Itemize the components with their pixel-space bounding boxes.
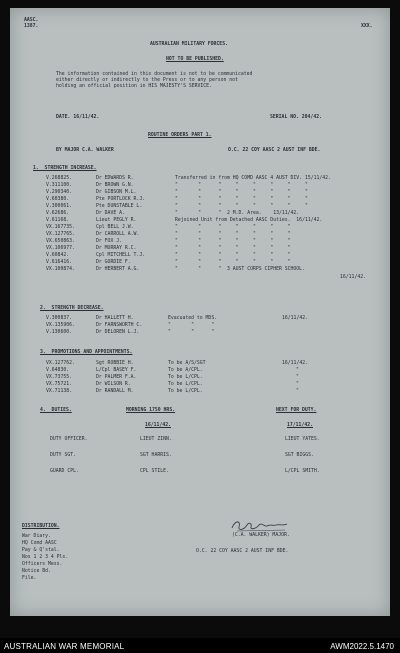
service-number: VX.127765. [46, 232, 75, 237]
document-page [10, 8, 390, 616]
service-number: V.300061. [46, 204, 72, 209]
soldier-name: Dr HALLETT H. [96, 316, 134, 321]
entry-note: Rejoined Unit from Detached AASC Duties. 16/11/42. [175, 218, 323, 223]
distribution-item: Nos 1 2 3 4 Pls. [22, 555, 69, 560]
service-number: VX.135906. [46, 323, 75, 328]
entry-date: 16/11/42. [282, 316, 308, 321]
distribution-item: Pay & Q'stal. [22, 548, 60, 553]
entry-note: " " " [168, 330, 215, 335]
duty-date: 16/11/42. [145, 423, 171, 428]
soldier-name: Cpl BELL J.W. [96, 225, 134, 230]
entry-date: " [296, 368, 299, 373]
entry-date: 16/11/42. [282, 361, 308, 366]
reference-right: XXX. [361, 24, 373, 29]
reference-left: AASC. 1387. [24, 18, 39, 29]
next-duty-assignee: L/CPL SMITH. [285, 469, 320, 474]
section-heading: 3. PROMOTIONS AND APPOINTMENTS. [40, 350, 133, 355]
entry-note: " " " " " " " [175, 239, 291, 244]
soldier-name: Dr WILSON R. [96, 382, 131, 387]
entry-note: To be L/CPL. [168, 375, 203, 380]
oc-line: O.C. 22 COY AASC 2 AUST INF BDE. [228, 148, 321, 153]
service-number: VX.100874. [46, 267, 75, 272]
service-number: VX.75721. [46, 382, 72, 387]
service-number: V.300837. [46, 316, 72, 321]
distribution-item: HQ Comd AASC [22, 541, 57, 546]
distribution-heading: DISTRIBUTION. [22, 524, 60, 529]
soldier-name: Pte DUNSTABLE L. [96, 204, 143, 209]
soldier-name: Dr GORDIE F. [96, 260, 131, 265]
service-number: V.60380. [46, 197, 70, 202]
section-heading: 2. STRENGTH DECREASE. [40, 306, 104, 311]
entry-note: Transferred in from HQ COMD AASC 4 AUST DIV. 15/11/42. [175, 176, 331, 181]
service-number: V.311100. [46, 183, 72, 188]
duty-column-head: MORNING 1750 HRS. [126, 408, 176, 413]
entry-note: To be A/S/SGT [168, 361, 206, 366]
service-number: V.61168. [46, 218, 70, 223]
service-number: V.64830. [46, 368, 70, 373]
entry-note: " " " " " " " [175, 260, 291, 265]
duty-role: GUARD CPL. [50, 469, 79, 474]
notice-text: The information contained in this document is not to be communicated either directly or indirectly to the Press or to any person not holding an official position in HIS MAJESTY'S SERVICE. [56, 72, 253, 89]
next-duty-date: 17/11/42. [287, 423, 313, 428]
soldier-name: Dr MURRAY R.C. [96, 246, 137, 251]
soldier-name: Pte PORTLOCK R.J. [96, 197, 146, 202]
signature-title: O.C. 22 COY AASC 2 AUST INF BDE. [196, 549, 289, 554]
orders-title: ROUTINE ORDERS PART 1. [148, 133, 212, 138]
document-subtitle: NOT TO BE PUBLISHED. [166, 57, 224, 62]
soldier-name: Cpl MITCHELL T.J. [96, 253, 146, 258]
service-number: VX.71138. [46, 389, 72, 394]
duty-role: DUTY SGT. [50, 453, 76, 458]
by-line: BY MAJOR C.A. WALKER [56, 148, 114, 153]
next-duty-column-head: NEXT FOR DUTY. [276, 408, 317, 413]
entry-note: " " " " " " " " [175, 190, 308, 195]
soldier-name: Dr CARROLL A.W. [96, 232, 140, 237]
entry-note: " " " " " " " [175, 225, 291, 230]
entry-note: " " " " " " " " [175, 183, 308, 188]
service-number: V.268825. [46, 176, 72, 181]
soldier-name: Lieut PEGLY R. [96, 218, 137, 223]
service-number: V.60842. [46, 253, 70, 258]
entry-date: " [296, 389, 299, 394]
service-number: V.616416. [46, 260, 72, 265]
section-heading: 1. STRENGTH INCREASE. [33, 166, 97, 171]
entry-note: " " " [168, 323, 215, 328]
entry-date: " [296, 375, 299, 380]
entry-note: " " " " " " " [175, 232, 291, 237]
soldier-name: Dr HERBERT A.G. [96, 267, 140, 272]
distribution-item: War Diary. [22, 534, 51, 539]
soldier-name: Dr RANDALL M. [96, 389, 134, 394]
entry-note: " " " " " " " " [175, 197, 308, 202]
entry-note: " " " " " " " [175, 246, 291, 251]
soldier-name: Dr FARNSWORTH C. [96, 323, 143, 328]
entry-note: To be L/CPL. [168, 382, 203, 387]
signature-mark [229, 518, 291, 534]
document-title: AUSTRALIAN MILITARY FORCES. [150, 42, 228, 47]
accession-number: AWM2022.5.1470 [330, 642, 394, 651]
service-number: V.62686. [46, 211, 70, 216]
entry-note: To be A/CPL. [168, 368, 203, 373]
entry-note: " " " " " " " " [175, 204, 308, 209]
soldier-name: Dr DELOREN L.J. [96, 330, 140, 335]
next-duty-assignee: SGT BIGGS. [285, 453, 314, 458]
service-number: VX.167735. [46, 225, 75, 230]
distribution-item: Notice Bd. [22, 569, 51, 574]
distribution-item: File. [22, 576, 37, 581]
document-date: DATE. 16/11/42. [56, 115, 100, 120]
serial-number: SERIAL NO. 204/42. [270, 115, 322, 120]
duty-role: DUTY OFFICER. [50, 437, 88, 442]
duty-assignee: LIEUT ZINN. [140, 437, 172, 442]
entry-note: " " " 2 M.D. Area. 13/11/42. [175, 211, 300, 216]
entry-note: To be L/CPL. [168, 389, 203, 394]
distribution-item: Officers Mess. [22, 562, 63, 567]
service-number: VX.127762. [46, 361, 75, 366]
next-duty-assignee: LIEUT YATES. [285, 437, 320, 442]
soldier-name: Dr GIBSON M.L. [96, 190, 137, 195]
section-heading: 4. DUTIES. [40, 408, 72, 413]
soldier-name: Dr EDWARDS R. [96, 176, 134, 181]
soldier-name: Sgt ROBBIE H. [96, 361, 134, 366]
soldier-name: Dr BROWN G.N. [96, 183, 134, 188]
soldier-name: L/Cpl BASEY F. [96, 368, 137, 373]
signature-name: (C.A. WALKER) MAJOR. [232, 533, 290, 538]
soldier-name: Dr PALMER F.A. [96, 375, 137, 380]
entry-date: 16/11/42. [340, 275, 366, 280]
entry-note: " " " " " " " [175, 253, 291, 258]
entry-date: " [296, 382, 299, 387]
duty-assignee: SGT HARRIS. [140, 453, 172, 458]
soldier-name: Dr FOX J. [96, 239, 122, 244]
duty-assignee: CPL STILE. [140, 469, 169, 474]
service-number: VX.73755. [46, 375, 72, 380]
service-number: V.290340. [46, 190, 72, 195]
entry-note: " " " 3 AUST CORPS CIPHER SCHOOL. [175, 267, 305, 272]
service-number: V.130600. [46, 330, 72, 335]
soldier-name: Dr DAVE A. [96, 211, 125, 216]
institution-name: AUSTRALIAN WAR MEMORIAL [4, 642, 125, 651]
service-number: VX.106977. [46, 246, 75, 251]
service-number: VX.650863. [46, 239, 75, 244]
entry-note: Evacuated to MDS. [168, 316, 218, 321]
